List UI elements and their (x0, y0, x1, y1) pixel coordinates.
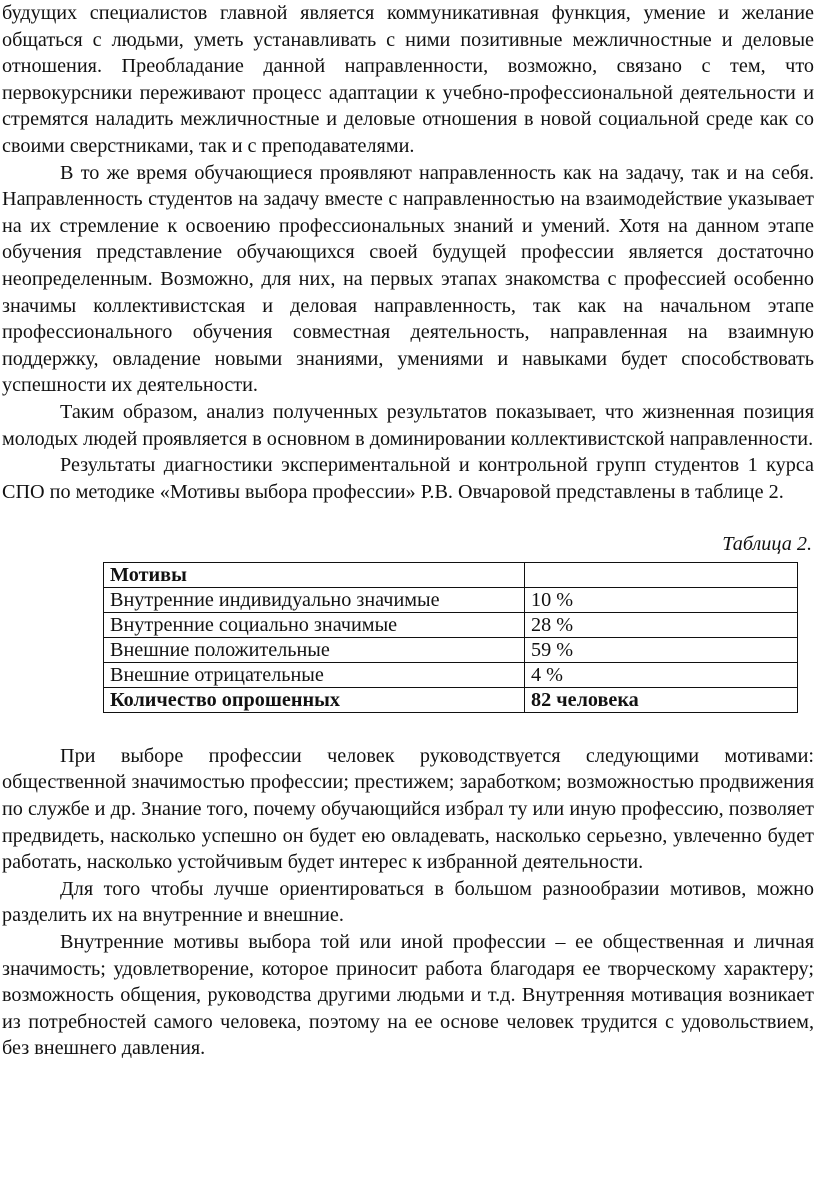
table-row (104, 662, 798, 687)
table-total-row (104, 687, 798, 712)
table-row (104, 587, 798, 612)
paragraph-continued: будущих специалистов главной является коммуникативная функция, умение и желание общаться с людьми, уметь устанавливать с ними позитивные межличностные и деловые отношения. Преобладание данной направленности, возможно, связано с тем, что первокурсники переживают процесс адаптации к учебно-профессиональной деятельности и стремятся наладить межличностные и деловые отношения в новой социальной среде как со своими сверстниками, так и с преподавателями. (2, 2, 814, 157)
table-row (104, 612, 798, 637)
header-cell-empty (525, 562, 798, 587)
table-caption: Таблица 2. (722, 533, 812, 556)
motive-value: 28 % (525, 612, 798, 637)
total-label: Количество опрошенных (104, 687, 525, 712)
motive-value: 4 % (525, 662, 798, 687)
paragraph-internal-motives: Внутренние мотивы выбора той или иной профессии – ее общественная и личная значимость; удовлетворение, которое приносит работа благодаря ее творческому характеру; возможность общения, руководства другими людьми и т.д. Внутренняя мотивация возникает из потребностей самого человека, поэтому на ее основе человек трудится с удовольствием, без внешнего давления. (2, 931, 814, 1060)
paragraph-conclusion: Таким образом, анализ полученных результатов показывает, что жизненная позиция молодых людей проявляется в основном в доминировании коллективистской направленности. (2, 400, 814, 450)
paragraph-orientation: В то же время обучающиеся проявляют направленность как на задачу, так и на себя. Направленность студентов на задачу вместе с направленностью на взаимодействие указывает на их стремление к освоению профессиональных знаний и умений. Хотя на данном этапе обучения представление обучающихся своей будущей профессии является достаточно неопределенным. Возможно, для них, на первых этапах знакомства с профессией особенно значимы коллективистская и деловая направленность, так как на начальном этапе профессионального обучения совместная деятельность, направленная на взаимную поддержку, овладение новыми знаниями, умениями и навыками будет способствовать успешности их деятельности. (2, 161, 814, 397)
motive-name: Внешние положительные (104, 637, 525, 662)
paragraph-motive-choice: При выборе профессии человек руководствуется следующими мотивами: общественной значимостью профессии; престижем; заработком; возможностью продвижения по службе и др. Знание того, почему обучающийся избрал ту или иную профессию, позволяет предвидеть, насколько успешно он будет ею овладевать, насколько серьезно, увлеченно будет работать, насколько устойчивым будет интерес к избранной деятельности. (2, 744, 814, 874)
motive-name: Внешние отрицательные (104, 662, 525, 687)
motive-value: 59 % (525, 637, 798, 662)
paragraph-results-intro: Результаты диагностики экспериментальной и контрольной групп студентов 1 курса СПО по методике «Мотивы выбора профессии» Р.В. Овчаровой представлены в таблице 2. (2, 454, 814, 503)
paragraph-motive-split: Для того чтобы лучше ориентироваться в большом разнообразии мотивов, можно разделить их на внутренние и внешние. (2, 877, 814, 927)
total-value: 82 человека (525, 687, 798, 712)
motive-name: Внутренние социально значимые (104, 612, 525, 637)
table-header-row (104, 562, 798, 587)
table-row (104, 637, 798, 662)
document-page (2, 0, 814, 1062)
motives-table (103, 562, 798, 713)
header-cell-motives: Мотивы (104, 562, 525, 587)
motive-value: 10 % (525, 587, 798, 612)
motive-name: Внутренние индивидуально значимые (104, 587, 525, 612)
